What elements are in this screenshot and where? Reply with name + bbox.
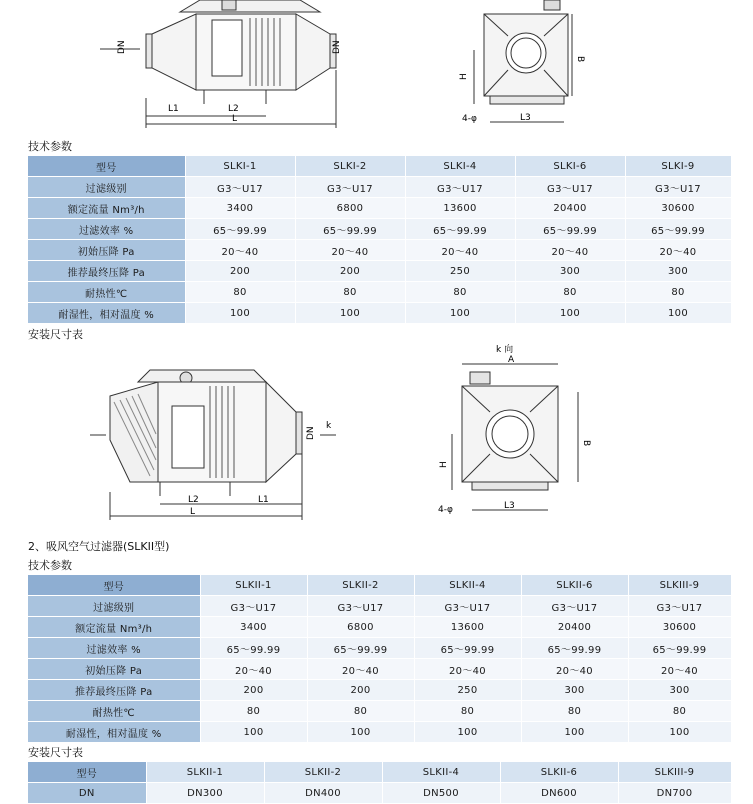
table-row (28, 282, 731, 303)
value-cell: G3～U17 (628, 596, 731, 617)
value-cell: 80 (185, 282, 295, 303)
dim-l-2: L (190, 507, 196, 517)
row-label-cell: 初始压降 Pa (28, 240, 185, 261)
table-row (28, 680, 731, 701)
value-cell: 100 (625, 303, 731, 324)
value-cell: DN400 (264, 783, 382, 804)
value-cell: 20400 (521, 617, 628, 638)
table-header-row (28, 762, 731, 783)
value-cell: DN600 (500, 783, 618, 804)
value-cell: 3400 (200, 617, 307, 638)
dim-h-2: H (439, 461, 449, 468)
tech-params-heading: 技术参数 (28, 140, 72, 153)
value-cell: 65～99.99 (628, 638, 731, 659)
value-cell: 80 (625, 282, 731, 303)
table-header-row (28, 156, 731, 177)
spec-table-slkii (28, 575, 732, 743)
value-cell: 30600 (625, 198, 731, 219)
value-cell: 6800 (307, 617, 414, 638)
header-label-cell: 型号 (28, 156, 185, 177)
table-row (28, 783, 731, 804)
value-cell: 200 (200, 680, 307, 701)
header-model-cell: SLKI-2 (295, 156, 405, 177)
row-label-cell: 额定流量 Nm³/h (28, 198, 185, 219)
header-model-cell: SLKII-1 (200, 575, 307, 596)
value-cell: 300 (628, 680, 731, 701)
dim-l: L (232, 114, 238, 124)
value-cell: 20～40 (515, 240, 625, 261)
value-cell: 30600 (628, 617, 731, 638)
value-cell: 20～40 (200, 659, 307, 680)
row-label-cell: 过滤效率 % (28, 219, 185, 240)
value-cell: 20～40 (414, 659, 521, 680)
value-cell: 200 (307, 680, 414, 701)
header-model-cell: SLKII-1 (146, 762, 264, 783)
value-cell: 100 (295, 303, 405, 324)
value-cell: 100 (414, 722, 521, 743)
value-cell: 80 (200, 701, 307, 722)
k-label: k (326, 421, 332, 431)
dim-h: H (459, 73, 469, 80)
header-model-cell: SLKIII-9 (618, 762, 731, 783)
row-label-cell: 推荐最终压降 Pa (28, 261, 185, 282)
value-cell: 100 (200, 722, 307, 743)
value-cell: 80 (414, 701, 521, 722)
hole-label: 4-φ (462, 114, 477, 124)
value-cell: DN700 (618, 783, 731, 804)
value-cell: 300 (521, 680, 628, 701)
dim-l3: L3 (520, 113, 531, 123)
row-label-cell: 耐热性℃ (28, 701, 200, 722)
value-cell: G3～U17 (185, 177, 295, 198)
value-cell: 20～40 (295, 240, 405, 261)
dim-b-2: B (581, 440, 591, 447)
value-cell: 20～40 (307, 659, 414, 680)
header-model-cell: SLKIII-9 (628, 575, 731, 596)
header-model-cell: SLKII-2 (307, 575, 414, 596)
value-cell: G3～U17 (307, 596, 414, 617)
value-cell: 80 (405, 282, 515, 303)
value-cell: 200 (295, 261, 405, 282)
row-label-cell: 过滤级别 (28, 177, 185, 198)
k-direction-label: k 向 (496, 345, 514, 355)
header-model-cell: SLKI-4 (405, 156, 515, 177)
row-label-cell: 初始压降 Pa (28, 659, 200, 680)
dim-a: A (508, 355, 515, 365)
row-label-cell: DN (28, 783, 146, 804)
header-model-cell: SLKI-1 (185, 156, 295, 177)
row-label-cell: 过滤效率 % (28, 638, 200, 659)
value-cell: 20～40 (185, 240, 295, 261)
section2-title: 2、吸风空气过滤器(SLKII型) (28, 540, 170, 553)
value-cell: G3～U17 (625, 177, 731, 198)
value-cell: G3～U17 (521, 596, 628, 617)
header-model-cell: SLKII-2 (264, 762, 382, 783)
header-model-cell: SLKII-6 (500, 762, 618, 783)
spec-table-slki (28, 156, 732, 324)
value-cell: 250 (405, 261, 515, 282)
table-row (28, 638, 731, 659)
value-cell: 20～40 (405, 240, 515, 261)
table-row (28, 198, 731, 219)
value-cell: 65～99.99 (185, 219, 295, 240)
value-cell: 65～99.99 (625, 219, 731, 240)
value-cell: 65～99.99 (295, 219, 405, 240)
header-model-cell: SLKII-6 (521, 575, 628, 596)
dim-l3-2: L3 (504, 501, 515, 511)
value-cell: 65～99.99 (307, 638, 414, 659)
value-cell: 65～99.99 (515, 219, 625, 240)
table-row (28, 303, 731, 324)
value-cell: DN500 (382, 783, 500, 804)
value-cell: 65～99.99 (521, 638, 628, 659)
value-cell: 3400 (185, 198, 295, 219)
row-label-cell: 耐湿性，相对温度 % (28, 722, 200, 743)
dim-l1-2: L1 (258, 495, 269, 505)
header-model-cell: SLKI-9 (625, 156, 731, 177)
dn-label-left: DN (117, 40, 127, 54)
dim-l2: L2 (228, 104, 239, 114)
value-cell: 20～40 (625, 240, 731, 261)
tech-params-heading-2: 技术参数 (28, 559, 72, 572)
table-row (28, 240, 731, 261)
value-cell: 300 (625, 261, 731, 282)
install-dims-heading-2: 安装尺寸表 (28, 746, 83, 759)
table-row (28, 722, 731, 743)
value-cell: 250 (414, 680, 521, 701)
table-row (28, 617, 731, 638)
value-cell: 100 (628, 722, 731, 743)
header-label-cell: 型号 (28, 575, 200, 596)
value-cell: 13600 (405, 198, 515, 219)
table-header-row (28, 575, 731, 596)
value-cell: 100 (515, 303, 625, 324)
value-cell: 20～40 (628, 659, 731, 680)
header-label-cell: 型号 (28, 762, 146, 783)
filter-diagram-side-view-1 (0, 0, 753, 132)
value-cell: G3～U17 (200, 596, 307, 617)
row-label-cell: 耐热性℃ (28, 282, 185, 303)
value-cell: 65～99.99 (414, 638, 521, 659)
value-cell: 65～99.99 (200, 638, 307, 659)
table-row (28, 177, 731, 198)
row-label-cell: 推荐最终压降 Pa (28, 680, 200, 701)
value-cell: G3～U17 (414, 596, 521, 617)
value-cell: G3～U17 (405, 177, 515, 198)
install-dims-heading: 安装尺寸表 (28, 328, 83, 341)
value-cell: 6800 (295, 198, 405, 219)
dn-label-right: DN (332, 40, 342, 54)
dim-l1: L1 (168, 104, 179, 114)
dn-label-2: DN (306, 426, 316, 440)
value-cell: 100 (405, 303, 515, 324)
value-cell: 100 (521, 722, 628, 743)
install-table-slkii (28, 762, 732, 804)
value-cell: G3～U17 (515, 177, 625, 198)
dim-l2-2: L2 (188, 495, 199, 505)
value-cell: 100 (307, 722, 414, 743)
table-row (28, 261, 731, 282)
value-cell: 80 (515, 282, 625, 303)
table-row (28, 596, 731, 617)
header-model-cell: SLKII-4 (414, 575, 521, 596)
value-cell: 300 (515, 261, 625, 282)
value-cell: 80 (628, 701, 731, 722)
hole-label-2: 4-φ (438, 505, 453, 515)
filter-diagram-side-view-2 (0, 342, 753, 532)
value-cell: 20400 (515, 198, 625, 219)
header-model-cell: SLKII-4 (382, 762, 500, 783)
value-cell: 20～40 (521, 659, 628, 680)
value-cell: 100 (185, 303, 295, 324)
value-cell: 80 (295, 282, 405, 303)
value-cell: 200 (185, 261, 295, 282)
dim-b: B (575, 56, 585, 63)
value-cell: G3～U17 (295, 177, 405, 198)
row-label-cell: 额定流量 Nm³/h (28, 617, 200, 638)
row-label-cell: 过滤级别 (28, 596, 200, 617)
value-cell: 65～99.99 (405, 219, 515, 240)
table-row (28, 219, 731, 240)
table-row (28, 701, 731, 722)
row-label-cell: 耐湿性，相对温度 % (28, 303, 185, 324)
value-cell: 80 (521, 701, 628, 722)
header-model-cell: SLKI-6 (515, 156, 625, 177)
table-row (28, 659, 731, 680)
value-cell: 80 (307, 701, 414, 722)
value-cell: 13600 (414, 617, 521, 638)
value-cell: DN300 (146, 783, 264, 804)
